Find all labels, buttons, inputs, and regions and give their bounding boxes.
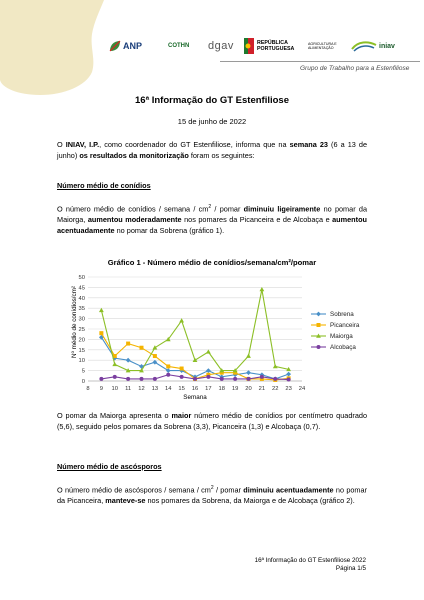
s2-sup: 2: [210, 485, 214, 491]
data-point-maiorga: [246, 354, 251, 358]
series-line-picanceira: [101, 333, 288, 380]
x-tick-label: 21: [258, 386, 266, 392]
s1-bold-2: aumentou moderadamente: [87, 215, 182, 225]
iniav-swoosh-icon: [350, 39, 378, 53]
legend-label-alcobaca: Alcobaça: [330, 344, 356, 351]
intro-text-3: (6 a 13 de junho): [57, 140, 368, 160]
data-point-picanceira: [140, 346, 144, 350]
p2-text-2: número médio de conídios por centímetro quadrado (5,6), seguido pelos pomares da Sobrena (3,3), Picanceira (1,3) e Alcobaça (0,7).: [57, 411, 367, 431]
s1-text-2: / pomar: [211, 204, 244, 214]
y-tick-label: 35: [78, 306, 85, 313]
intro-text-2: , como coordenador do GT Estenfiliose, informa que na: [99, 140, 290, 149]
s1-text-3: no pomar da Maiorga,: [57, 204, 368, 225]
data-point-alcobaca: [180, 375, 184, 379]
p2-text-1: O pomar da Maiorga apresenta o: [57, 411, 172, 420]
data-point-alcobaca: [287, 378, 291, 382]
data-point-sobrena: [246, 370, 251, 375]
y-tick-label: 25: [78, 327, 85, 333]
anp-logo-text: ANP: [123, 41, 143, 51]
chart-x-axis-label: Semana: [183, 394, 207, 401]
iniav-logo: [350, 34, 408, 58]
footer-doc-title: 16ª Informação do GT Estenfiliose 2022: [254, 557, 366, 564]
legend-label-sobrena: Sobrena: [330, 311, 354, 318]
x-tick-label: 23: [285, 386, 292, 392]
s1-text-1: O número médio de conídios / semana / cm: [57, 204, 209, 214]
group-subtitle: Grupo de Trabalho para a Estenfiliose: [300, 65, 410, 72]
republica-logo-text: REPÚBLICA PORTUGUESA: [257, 40, 295, 52]
chart-y-axis-label: Nº médio de conídios/cm²: [71, 286, 78, 358]
data-point-alcobaca: [166, 373, 170, 377]
y-tick-label: 20: [78, 337, 85, 344]
data-point-alcobaca: [193, 377, 197, 381]
data-point-alcobaca: [140, 377, 144, 381]
x-tick-label: 17: [205, 386, 212, 392]
y-tick-label: 5: [81, 368, 85, 375]
data-point-picanceira: [166, 364, 170, 368]
y-tick-label: 10: [78, 358, 85, 365]
x-tick-label: 19: [231, 386, 239, 392]
s1-text-4: nos pomares da Picanceira e de Alcobaça e: [181, 215, 333, 225]
x-tick-label: 14: [165, 386, 172, 392]
intro-text-1: O: [57, 140, 66, 149]
flag-emblem-icon: [244, 38, 254, 54]
x-tick-label: 16: [191, 386, 199, 392]
x-tick-label: 15: [178, 386, 185, 392]
agricultura-logo: [308, 34, 344, 58]
data-point-maiorga: [152, 345, 157, 349]
s2-bold-1: diminuiu acentuadamente: [243, 485, 334, 495]
republica-portuguesa-logo: [244, 34, 304, 58]
data-point-maiorga: [273, 364, 278, 368]
x-tick-label: 13: [151, 386, 159, 392]
intro-bold-week: semana 23: [289, 140, 328, 149]
data-point-alcobaca: [99, 377, 103, 381]
data-point-sobrena: [126, 358, 131, 363]
x-tick-label: 12: [138, 386, 145, 392]
s1-bold-1: diminuiu ligeiramente: [243, 204, 321, 214]
chart-summary-paragraph: [57, 410, 367, 432]
data-point-picanceira: [126, 342, 130, 346]
x-tick-label: 18: [218, 386, 225, 392]
chart-title: Gráfico 1 - Número médio de conídios/semana/cm²/pomar: [107, 258, 317, 267]
y-tick-label: 0: [81, 379, 85, 385]
y-tick-label: 40: [78, 295, 85, 302]
data-point-alcobaca: [247, 377, 251, 381]
x-tick-label: 22: [272, 386, 279, 392]
legend-label-maiorga: Maiorga: [330, 333, 353, 340]
data-point-alcobaca: [233, 377, 237, 381]
y-tick-label: 50: [78, 275, 85, 281]
data-point-picanceira: [153, 354, 157, 358]
section2-paragraph: [57, 483, 367, 506]
s2-text-3: no pomar da Picanceira,: [57, 485, 367, 506]
s1-sup: 2: [208, 204, 212, 210]
legend-marker-alcobaca: [317, 345, 321, 349]
data-point-picanceira: [180, 367, 184, 371]
s2-bold-2: manteve-se: [105, 496, 146, 506]
cothn-logo-text: COTHN: [168, 43, 190, 49]
s2-text-1: O número médio de ascósporos / semana / cm: [57, 485, 211, 495]
legend-label-picanceira: Picanceira: [330, 322, 360, 329]
footer-page-number: Página 1/5: [335, 565, 366, 572]
x-tick-label: 11: [125, 386, 132, 392]
p2-bold-1: maior: [171, 411, 192, 420]
intro-text-4: foram os seguintes:: [188, 151, 255, 160]
s1-bold-3: aumentou acentuadamente: [57, 215, 367, 236]
y-tick-label: 15: [78, 347, 85, 354]
y-tick-label: 45: [78, 285, 85, 292]
x-tick-label: 8: [86, 386, 90, 392]
s1-text-5: no pomar da Sobrena (gráfico 1).: [114, 226, 225, 236]
dgav-logo-text: dgav: [208, 40, 234, 52]
x-tick-label: 24: [298, 386, 306, 392]
data-point-alcobaca: [206, 375, 210, 379]
data-point-sobrena: [286, 372, 291, 377]
section1-paragraph: [57, 202, 367, 236]
document-date: 15 de junho de 2022: [177, 117, 247, 126]
data-point-maiorga: [112, 362, 117, 366]
page-footer: [255, 557, 366, 573]
data-point-picanceira: [99, 331, 103, 335]
legend-marker-sobrena: [316, 312, 321, 317]
data-point-alcobaca: [113, 375, 117, 379]
s2-text-4: nos pomares da Sobrena, da Maiorga e de Alcobaça (gráfico 2).: [145, 496, 355, 506]
intro-paragraph: [57, 139, 367, 161]
anp-logo: [108, 34, 158, 58]
agricultura-logo-text: AGRICULTURA E ALIMENTAÇÃO: [308, 41, 337, 50]
data-point-sobrena: [206, 368, 211, 373]
conidia-line-chart: [60, 270, 380, 402]
document-title: 16ª Informação do GT Estenfiliose: [135, 95, 289, 106]
section-heading-ascospores: Número médio de ascósporos: [57, 462, 162, 471]
section-heading-conidia: Número médio de conídios: [57, 181, 151, 190]
logo-bar: [108, 34, 418, 60]
data-point-maiorga: [193, 358, 198, 362]
intro-bold-iniav: INIAV, I.P.: [65, 140, 100, 149]
data-point-alcobaca: [260, 375, 264, 379]
x-tick-label: 20: [245, 386, 252, 392]
data-point-alcobaca: [153, 377, 157, 381]
data-point-alcobaca: [126, 377, 130, 381]
s2-text-2: / pomar: [213, 485, 244, 495]
iniav-logo-text: iniav: [379, 42, 395, 50]
data-point-alcobaca: [273, 377, 277, 381]
x-tick-label: 9: [99, 386, 103, 392]
y-tick-label: 30: [78, 316, 85, 323]
anp-leaf-icon: [108, 39, 122, 53]
dgav-logo: [208, 34, 238, 58]
cothn-logo: [168, 34, 204, 58]
legend-marker-picanceira: [317, 323, 321, 327]
x-tick-label: 10: [111, 386, 118, 392]
header-rule: [220, 61, 420, 62]
intro-bold-results: os resultados da monitorização: [79, 151, 189, 160]
data-point-alcobaca: [220, 377, 224, 381]
